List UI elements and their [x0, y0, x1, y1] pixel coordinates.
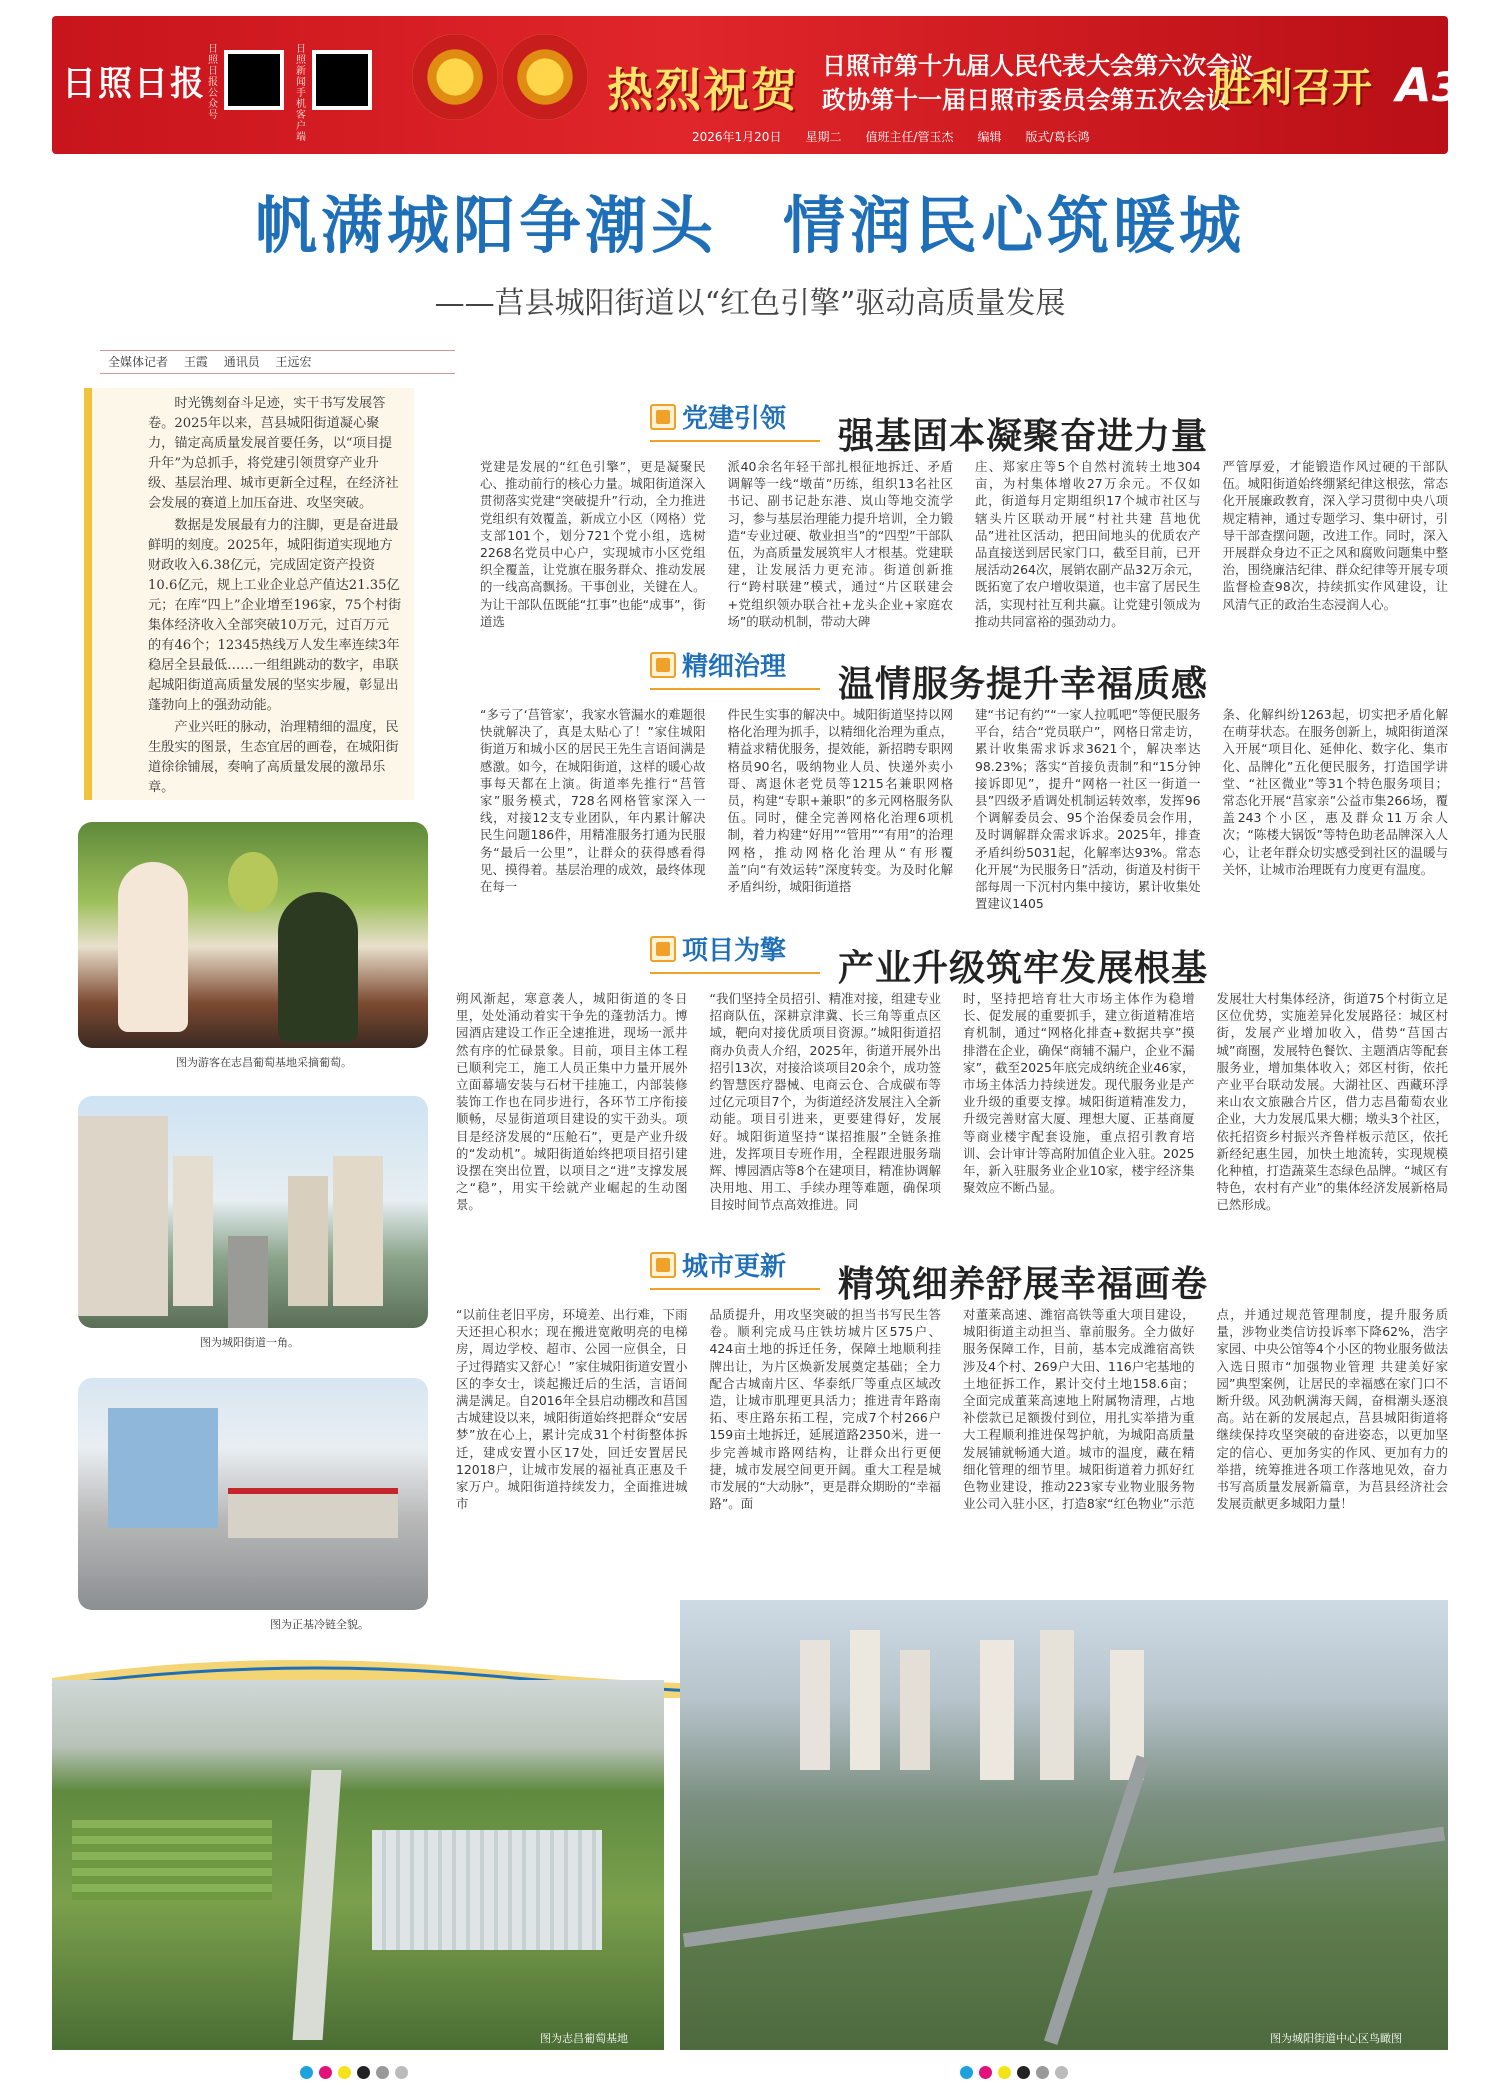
section-body-urban	[456, 1306, 1448, 1556]
article-subhead: ——莒县城阳街道以“红色引擎”驱动高质量发展	[434, 286, 1066, 321]
event-line-2: 政协第十一届日照市委员会第五次会议	[822, 86, 1230, 114]
national-emblem-icon	[412, 34, 498, 120]
body-column: 件民生实事的解决中。城阳街道坚持以网格化治理为抓手，以精细化治理为重点，精益求精优服务，提效能，新招聘专职网格员90名，吸纳物业人员、快递外卖小哥、离退休老党员等1215名兼职网格员，构建“专职+兼职”的多元网格服务队伍。同时，健全完善网格化治理6项机制，着力构建“好用”“管用”“有用”的治理网格，推动网格化治理从“有形覆盖”向“有效运转”深度转变。为及时化解矛盾纠纷，城阳街道搭	[727, 707, 953, 895]
lead-paragraph: 数据是发展最有力的注脚，更是奋进最鲜明的刻度。2025年，城阳街道实现地方财政收入6.38亿元，完成固定资产投资10.6亿元，规上工业企业总产值达21.35亿元；在库“四上”企业增至196家，75个村街集体经济收入全部突破10万元，过百万元的有46个；12345热线万人发生率连续3年稳居全县最低……一组组跳动的数字，串联起城阳街道高质量发展的坚实步履，彰显出蓬勃向上的强劲动能。	[148, 518, 402, 713]
body-column: 党建是发展的“红色引擎”，更是凝聚民心、推动前行的核心力量。城阳街道深入贯彻落实党建“突破提升”行动，全力推进党组织有效覆盖，新成立小区（网格）党支部101个，划分721个党小组，选树2268名党员中心户，实现城市小区党组织全覆盖，让党旗在服务群众、推动发展的一线高高飘扬。干事创业，关键在人。为让干部队伍既能“扛事”也能“成事”，街道选	[480, 459, 706, 629]
body-column: 对董莱高速、潍宿高铁等重大项目建设，城阳街道主动担当、靠前服务。全力做好服务保障工作，目前，基本完成潍宿高铁涉及4个村、269户大田、116户宅基地的土地征拆工作，累计交付土地158.6亩；全面完成董莱高速地上附属物清理，占地补偿款已足额拨付到位，用扎实举措为重大工程顺利推进保驾护航，为城阳高质量发展铺就畅通大道。城市的温度，藏在精细化管理的细节里。城阳街道着力抓好红色物业建设，推动223家专业物业服务物业公司入驻小区，打造8家“红色物业”示范	[963, 1307, 1195, 1512]
issue-info	[692, 128, 1090, 145]
section-rule	[650, 440, 820, 442]
lead-paragraph: 时光镌刻奋斗足迹，实干书写发展答卷。2025年以来，莒县城阳街道凝心聚力，锚定高质量发展首要任务，以“项目提升年”为总抓手，将党建引领贯穿产业升级、基层治理、城市更新全过程，在经济社会发展的赛道上加压奋进、攻坚突破。	[148, 396, 399, 511]
registration-dot	[357, 2066, 370, 2079]
registration-dot	[300, 2066, 313, 2079]
section-tag-label: 城市更新	[682, 1252, 787, 1282]
duty-editor: 值班主任/管玉杰	[865, 130, 954, 144]
street-view-photo	[78, 1096, 428, 1328]
layout-editor: 版式/葛长鸿	[1025, 130, 1090, 144]
body-column: 发展壮大村集体经济，街道75个村街立足区位优势，实施差异化发展路径：城区村街，发展产业增加收入，借势“莒国古城”商圈，发展特色餐饮、主题酒店等配套服务业，增加集体收入；郊区村街，依托产业平台联动发展。大湖社区、西藏环浮来山农文旅融合片区，借力志昌葡萄农业企业，大力发展瓜果大棚；墩头3个社区，依托招资乡村振兴齐鲁样板示范区，依托新经纪惠生园，加快土地流转，实现规模化种植，打造蔬菜生态绿色品牌。“城区有特色，农村有产业”的集体经济发展新格局已然形成。	[1216, 991, 1448, 1213]
section-tag-governance	[650, 646, 786, 683]
section-rule	[650, 688, 820, 690]
issue-weekday: 星期二	[805, 130, 842, 144]
caption-cold-chain: 图为正基冷链全貌。	[270, 1618, 369, 1631]
body-column: “以前住老旧平房，环境差、出行难，下雨天还担心积水；现在搬进宽敞明亮的电梯房，周边学校、超市、公园一应俱全，日子过得踏实又舒心！”家住城阳街道安置小区的李女士，谈起搬迁后的生活，言语间满是满足。自2016年全县启动棚改和莒国古城建设以来，城阳街道始终把群众“安居梦”放在心上，累计完成31个村街整体拆迁，建成安置小区17处，回迁安置居民12018户，让城市发展的福祉真正惠及千家万户。城阳街道持续发力，全面推进城市	[456, 1307, 688, 1512]
section-tag-party	[650, 398, 786, 435]
registration-dots-right	[960, 2066, 1068, 2079]
section-icon	[650, 404, 676, 430]
byline	[100, 350, 455, 374]
caption-vineyard: 图为志昌葡萄基地	[540, 2032, 628, 2045]
registration-dot	[998, 2066, 1011, 2079]
lead-box	[84, 388, 414, 800]
registration-dot	[1036, 2066, 1049, 2079]
registration-dot	[319, 2066, 332, 2079]
cppcc-emblem-icon	[502, 34, 588, 120]
event-title	[822, 49, 1254, 117]
paper-logo: 日照日报	[62, 64, 206, 104]
registration-dots-left	[300, 2066, 408, 2079]
registration-dot	[395, 2066, 408, 2079]
byline-label2: 通讯员	[223, 355, 260, 369]
city-aerial-photo	[680, 1600, 1448, 2050]
article-headline: 帆满城阳争潮头 情润民心筑暖城	[254, 189, 1245, 262]
section-body-projects	[456, 990, 1448, 1228]
body-column: “我们坚持全员招引、精准对接，组建专业招商队伍，深耕京津冀、长三角等重点区域，靶向对接优质项目资源。”城阳街道招商办负责人介绍，2025年，街道开展外出招引13次，对接洽谈项目20余个，成功签约智慧医疗器械、电商云仓、合成碳布等过亿元项目7个，为街道经济发展注入全新动能。项目引进来，更要建得好，发展好。城阳街道坚持“谋招推服”全链条推进，发挥项目专班作用，全程跟进服务瑞辉、博园酒店等8个在建项目，精准协调解决用地、用工、手续办理等难题，确保项目按时间节点高效推进。同	[709, 991, 941, 1213]
registration-dot	[960, 2066, 973, 2079]
grape-picking-photo	[78, 822, 428, 1048]
qr-right-label: 日照新闻手机客户端	[296, 44, 306, 143]
caption-grape: 图为游客在志昌葡萄基地采摘葡萄。	[176, 1056, 352, 1069]
qr-code-left[interactable]	[224, 50, 284, 110]
body-column: 派40余名年轻干部扎根征地拆迁、矛盾调解等一线“墩苗”历练，组织13名社区书记、副书记赴东港、岚山等地交流学习，参与基层治理能力提升培训，全力锻造“专业过硬、敬业担当”的“四型”干部队伍，为高质量发展筑牢人才根基。党建联建，让发展活力更充沛。街道创新推行“跨村联建”模式，通过“片区联建会+党组织领办联合社+龙头企业+家庭农场”的联动机制，带动大碑	[727, 459, 953, 629]
byline-prefix: 全媒体记者	[108, 355, 169, 369]
vineyard-aerial-photo	[52, 1680, 664, 2050]
body-column: “多亏了‘莒管家’，我家水管漏水的难题很快就解决了，真是太贴心了！”家住城阳街道万和城小区的居民王先生言语间满是感激。如今，在城阳街道，这样的暖心故事每天都在上演。街道率先推行“莒管家”服务模式，728名网格管家深入一线，对接12支专业团队，年内累计解决民生问题186件，用精准服务打通为民服务“最后一公里”，让群众的获得感看得见、摸得着。基层治理的成效，最终体现在每一	[480, 707, 706, 895]
registration-dot	[1017, 2066, 1030, 2079]
byline-correspondent: 王远宏	[275, 355, 312, 369]
qr-left-label: 日照日报公众号	[208, 44, 218, 121]
section-body-governance	[480, 706, 1448, 912]
masthead-banner	[52, 16, 1488, 154]
greeting-text: 热烈祝贺	[607, 63, 799, 117]
body-column: 时，坚持把培育壮大市场主体作为稳增长、促发展的重要抓手，建立街道精准培育机制，通过“网格化排查+数据共享”摸排潜在企业，确保“商辅不漏户，企业不漏家”，截至2025年底完成纳统企业46家，市场主体活力持续迸发。现代服务业是产业升级的重要支撑。城阳街道精准发力，升级完善财富大厦、理想大厦、正基商厦等商业楼宇配套设施，重点招引教育培训、会计审计等高附加值企业入驻。2025年，新入驻服务业企业10家，楼宇经济集聚效应不断凸显。	[963, 991, 1195, 1196]
section-rule	[650, 1288, 820, 1290]
body-column: 品质提升，用攻坚突破的担当书写民生答卷。顺利完成马庄铁坊城片区575户、424亩土地的拆迁任务，保障土地顺利挂牌出让，为片区焕新发展奠定基础；全力配合古城南片区、华泰纸厂等重点区域改造，让城市肌理更具活力；推进青年路南拓、枣庄路东拓工程，完成7个村266户159亩土地拆迁，延展道路2350米，进一步完善城市路网结构，让群众出行更便捷，城市发展空间更开阔。重大工程是城市发展的“大动脉”，更是群众期盼的“幸福路”。面	[709, 1307, 941, 1512]
byline-reporter: 王霞	[183, 355, 208, 369]
section-title-urban: 精筑细养舒展幸福画卷	[838, 1264, 1209, 1305]
section-title-projects: 产业升级筑牢发展根基	[838, 948, 1209, 989]
section-title-governance: 温情服务提升幸福质感	[838, 664, 1209, 705]
editor-label: 编辑	[977, 130, 1002, 144]
body-column: 点，并通过规范管理制度，提升服务质量，涉物业类信访投诉率下降62%，浩字家园、中央公馆等4个小区的物业服务做法入选日照市“加强物业管理 共建美好家园”典型案例，让居民的幸福感在家门口不断升级。风劲帆满海天阔，奋楫潮头逐浪高。站在新的发展起点，莒县城阳街道将继续保持攻坚突破的奋进姿态，以更加坚定的信心、更加务实的作风、更加有力的举措，统筹推进各项工作落地见效，奋力书写高质量发展新篇章，为莒县经济社会发展贡献更多城阳力量！	[1216, 1307, 1448, 1512]
section-tag-label: 精细治理	[682, 652, 787, 682]
caption-city: 图为城阳街道中心区鸟瞰图	[1270, 2032, 1402, 2045]
section-tag-label: 党建引领	[682, 404, 787, 434]
section-icon	[650, 936, 676, 962]
registration-dot	[376, 2066, 389, 2079]
cold-chain-photo	[78, 1378, 428, 1610]
body-column: 朔风渐起，寒意袭人，城阳街道的冬日里，处处涌动着实干争先的蓬勃活力。博园酒店建设工作正全速推进，现场一派井然有序的忙碌景象。目前，项目主体工程已顺利完工，施工人员正集中力量开展外立面幕墙安装与石材干挂施工，内部装修装饰工作也在同步进行，各环节工序衔接顺畅，尽显街道项目建设的实干劲头。项目是经济发展的“压舱石”，更是产业升级的“发动机”。城阳街道始终把项目招引建设摆在突出位置，以项目之“进”支撑发展之“稳”，用实干绘就产业崛起的生动图景。	[456, 991, 688, 1213]
body-column: 严管厚爱，才能锻造作风过硬的干部队伍。城阳街道始终绷紧纪律这根弦，常态化开展廉政教育，深入学习贯彻中央八项规定精神，通过专题学习、集中研讨，引导干部查摆问题，改进工作。同时，深入开展群众身边不正之风和腐败问题集中整治，围绕廉洁纪律、群众纪律等开展专项监督检查98次，持续抓实作风建设，让风清气正的政治生态浸润人心。	[1222, 459, 1448, 612]
body-column: 庄、郑家庄等5个自然村流转土地304亩，为村集体增收27万余元。不仅如此，街道每月定期组织17个城市社区与辖头片区联动开展“村社共建 莒地优品”进社区活动，把田间地头的优质农产品直接送到居民家门口，截至目前，已开展活动264次，展销农副产品32万余元，既拓宽了农户增收渠道，也丰富了居民生活，实现村社互利共赢。让党建引领成为推动共同富裕的强劲动力。	[975, 459, 1201, 629]
event-line-1: 日照市第十九届人民代表大会第六次会议	[822, 52, 1254, 80]
registration-dot	[1055, 2066, 1068, 2079]
victory-text: 胜利召开	[1212, 65, 1372, 111]
registration-dot	[338, 2066, 351, 2079]
section-icon	[650, 1252, 676, 1278]
section-icon	[650, 652, 676, 678]
registration-dot	[979, 2066, 992, 2079]
lead-paragraph: 产业兴旺的脉动，治理精细的温度，民生殷实的图景，生态宜居的画卷，在城阳街道徐徐铺展，奏响了高质量发展的激昂乐章。	[148, 720, 399, 795]
section-title-party: 强基固本凝聚奋进力量	[838, 416, 1209, 457]
page-number	[1396, 58, 1487, 112]
issue-date: 2026年1月20日	[692, 130, 782, 144]
section-body-party	[480, 458, 1448, 629]
page-letter: A	[1396, 58, 1432, 112]
caption-street: 图为城阳街道一角。	[200, 1336, 299, 1349]
qr-code-right[interactable]	[312, 50, 372, 110]
page-digits: 31	[1431, 65, 1488, 111]
section-tag-urban	[650, 1246, 786, 1283]
section-rule	[650, 972, 820, 974]
body-column: 建“书记有约”“一家人拉呱吧”等便民服务平台，结合“党员联户”，网格日常走访，累计收集需求诉求3621个，解决率达98.23%；落实“首接负责制”和“15分钟接诉即见”，提升“网格一社区一街道一县”四级矛盾调处机制运转效率，发挥96个调解委员会、95个治保委员会作用，及时调解群众需求诉求。2025年，排查矛盾纠纷5031起，化解率达93%。常态化开展“为民服务日”活动，街道及村街干部每周一下沉村内集中接访，累计收集处置建议1405	[975, 707, 1201, 912]
section-tag-label: 项目为擎	[682, 936, 787, 966]
body-column: 条、化解纠纷1263起，切实把矛盾化解在萌芽状态。在服务创新上，城阳街道深入开展“项目化、延伸化、数字化、集市化、品牌化”五化便民服务，打造国学讲堂、“社区微业”等31个特色服务项目；常态化开展“莒家亲”公益市集266场，覆盖243个小区，惠及群众11万余人次；“陈楼大锅饭”等特色助老品牌深入人心，让老年群众切实感受到社区的温暖与关怀，让城市治理既有力度更有温度。	[1222, 707, 1448, 877]
section-tag-projects	[650, 930, 786, 967]
